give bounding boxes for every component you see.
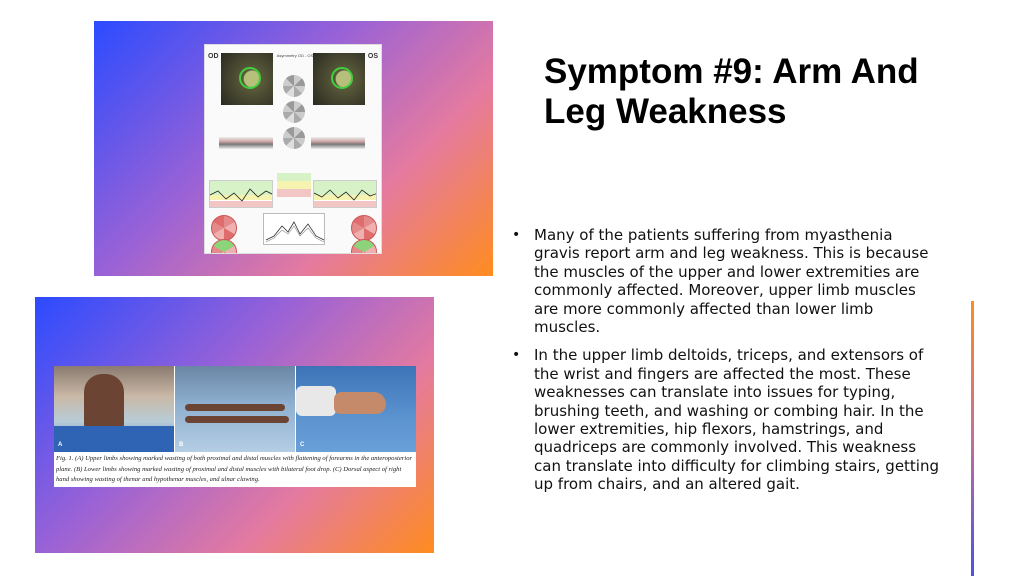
bullet-text: In the upper limb deltoids, triceps, and extensors of the wrist and fingers are affected the most. These weaknesses can translate into issues for typing, brushing teeth, and washing or combing hair. In the lower extremities, hip flexors, hamstrings, and quadriceps are commonly involved. This weakness can translate into difficulty for climbing stairs, getting up from chairs, and an altered gait. (534, 346, 940, 494)
slide-title: Symptom #9: Arm And Leg Weakness (544, 52, 919, 131)
thickness-graph-left (209, 180, 273, 208)
bullet-dot: • (512, 347, 521, 364)
bullet-text: Many of the patients suffering from myasthenia gravis report arm and leg weakness. This is because the muscles of the upper and lower extremities are commonly affected. Moreover, upper limb muscles are more commonly affected than lower limb muscles. (534, 226, 929, 337)
os-label: OS (367, 53, 378, 60)
bullet-item (512, 346, 942, 493)
asymmetry-map-3 (283, 127, 305, 149)
upper-limbs-photo (54, 366, 174, 452)
sheet-shape (54, 426, 174, 452)
thickness-curve-left (210, 181, 273, 208)
bullet-dot: • (512, 227, 521, 243)
thickness-curve-right (314, 181, 377, 208)
oct-scan-left (219, 137, 273, 149)
asymmetry-map-2 (283, 101, 305, 123)
od-label: OD (208, 53, 219, 60)
leg-shape-1 (185, 404, 285, 411)
sector-map-right-bottom (351, 239, 377, 254)
oct-report-image (204, 44, 382, 254)
photo-letter-a: A (58, 442, 63, 448)
oct-scan-right (311, 137, 365, 149)
asymmetry-title: Asymmetry OD - OS (276, 53, 314, 58)
figure-caption: Fig. 1. (A) Upper limbs showing marked wasting of both proximal and distal muscles with flattening of forearms in the anteroposterior plane. (B) Lower limbs showing marked wasting of proximal and distal muscles with bilateral foot drop. (C) Dorsal aspect of right hand showing wasting of thenar and hypothenar muscles, and ulnar clawing. (56, 455, 413, 484)
accent-line (971, 301, 974, 576)
legend-box (277, 173, 311, 197)
thickness-graph-right (313, 180, 377, 208)
photo-letter-c: C (300, 442, 305, 448)
comparison-graph (263, 213, 325, 245)
top-image-panel (94, 21, 493, 276)
sector-map-right-top (351, 215, 377, 241)
bullet-item (512, 226, 942, 336)
bullet-list (512, 226, 942, 504)
hand-shape (334, 392, 386, 414)
fundus-right-image (313, 53, 365, 105)
hand-photo (296, 366, 416, 452)
photo-letter-b: B (179, 442, 184, 448)
torso-shape (84, 374, 124, 434)
sleeve-shape (296, 386, 336, 416)
sector-map-left-bottom (211, 239, 237, 254)
comparison-curve (264, 214, 326, 246)
asymmetry-map-1 (283, 75, 305, 97)
sector-map-left-top (211, 215, 237, 241)
limb-wasting-figure (54, 366, 416, 487)
lower-limbs-photo (175, 366, 295, 452)
leg-shape-2 (185, 416, 289, 423)
fundus-left-image (221, 53, 273, 105)
